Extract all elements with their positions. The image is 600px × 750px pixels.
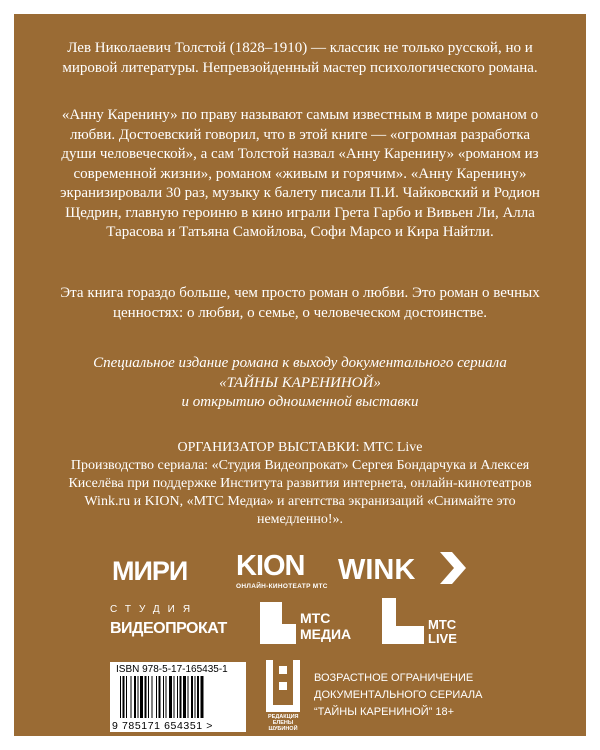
values-paragraph: Эта книга гораздо больше, чем просто роман о любви. Это роман о вечных ценностях: о любви, о семье, о человеческом достоинстве. (60, 285, 540, 321)
mts-live-logo (428, 618, 457, 646)
kion-logo: KION (236, 550, 305, 582)
mts-media-logo (300, 610, 351, 642)
author-paragraph: Лев Николаевич Толстой (1828–1910) — классик не только русской, но и мировой литературы. Непревзойденный мастер психологического романа. (62, 40, 538, 76)
mts-live-mark-icon (382, 598, 396, 644)
special-edition-note (54, 354, 546, 413)
studio-logo-bottom: ВИДЕОПРОКАТ (110, 620, 227, 637)
mts-media-mark-icon (260, 602, 282, 644)
wink-logo: WINK (338, 554, 416, 586)
mts-live-mark-foot-icon (396, 626, 424, 644)
barcode-digits: 9 785171 654351 > (112, 720, 213, 732)
age-restriction-line-2: ДОКУМЕНТАЛЬНОГО СЕРИАЛА (314, 689, 483, 701)
mts-live-logo-line-2: LIVE (428, 631, 457, 646)
barcode-bars-icon (120, 676, 236, 718)
barcode (110, 662, 246, 732)
mts-live-logo-line-1: МТС (428, 617, 457, 632)
book-back-cover (14, 14, 586, 736)
novel-description-paragraph: «Анну Каренину» по праву называют самым известным в мире романом о любви. Достоевский говорил, что в этой книге — «огромная разработка души человеческой», а сам Толстой назвал «Анну Каренину» «романом из современной жизни», романом «живым и горячим». «Анну Каренину» экранизировали 30 раз, музыку к балету писали П.И. Чайковский и Родион Щедрин, главную героиню в кино играли Грета Гарбо и Вивьен Ли, Алла Тарасова и Татьяна Самойлова, Софи Марсо и Кира Найтли. (60, 107, 540, 240)
mts-media-mark-foot-icon (282, 624, 296, 644)
miri-logo: МИРИ (112, 556, 188, 586)
age-restriction-line-3: “ТАЙНЫ КАРЕНИНОЙ” 18+ (314, 706, 455, 718)
age-restriction-line-1: ВОЗРАСТНОЕ ОГРАНИЧЕНИЕ (314, 672, 474, 684)
special-edition-line-1: Специальное издание романа к выходу документального сериала (93, 355, 507, 371)
studio-logo-top: СТУДИЯ (110, 604, 199, 615)
mts-media-logo-line-2: МЕДИА (300, 626, 352, 642)
special-edition-line-2: «ТАЙНЫ КАРЕНИНОЙ» (219, 374, 381, 391)
kion-logo-subtitle: ОНЛАЙН-КИНОТЕАТР МТС (236, 583, 328, 590)
organizer-block (54, 439, 546, 529)
age-restriction (314, 670, 554, 721)
wink-arrow-icon (440, 552, 466, 584)
isbn-text: ISBN 978-5-17-165435-1 (116, 664, 228, 675)
mts-media-logo-line-1: МТС (300, 610, 331, 626)
special-edition-line-3: и открытию одноименной выставки (181, 394, 419, 410)
organizer-title: ОРГАНИЗАТОР ВЫСТАВКИ: МТС Live (177, 440, 423, 455)
organizer-text: Производство сериала: «Студия Видеопрокат» Сергея Бондарчука и Алексея Киселёва при поддержке Института развития интернета, онлайн-кинотеатров Wink.ru и KION, «МТС Медиа» и агентства экранизаций «Снимайте это немедленно!». (68, 458, 532, 527)
editor-logo-text: РЕДАКЦИЯ ЕЛЕНЫ ШУБИНОЙ (268, 714, 299, 732)
